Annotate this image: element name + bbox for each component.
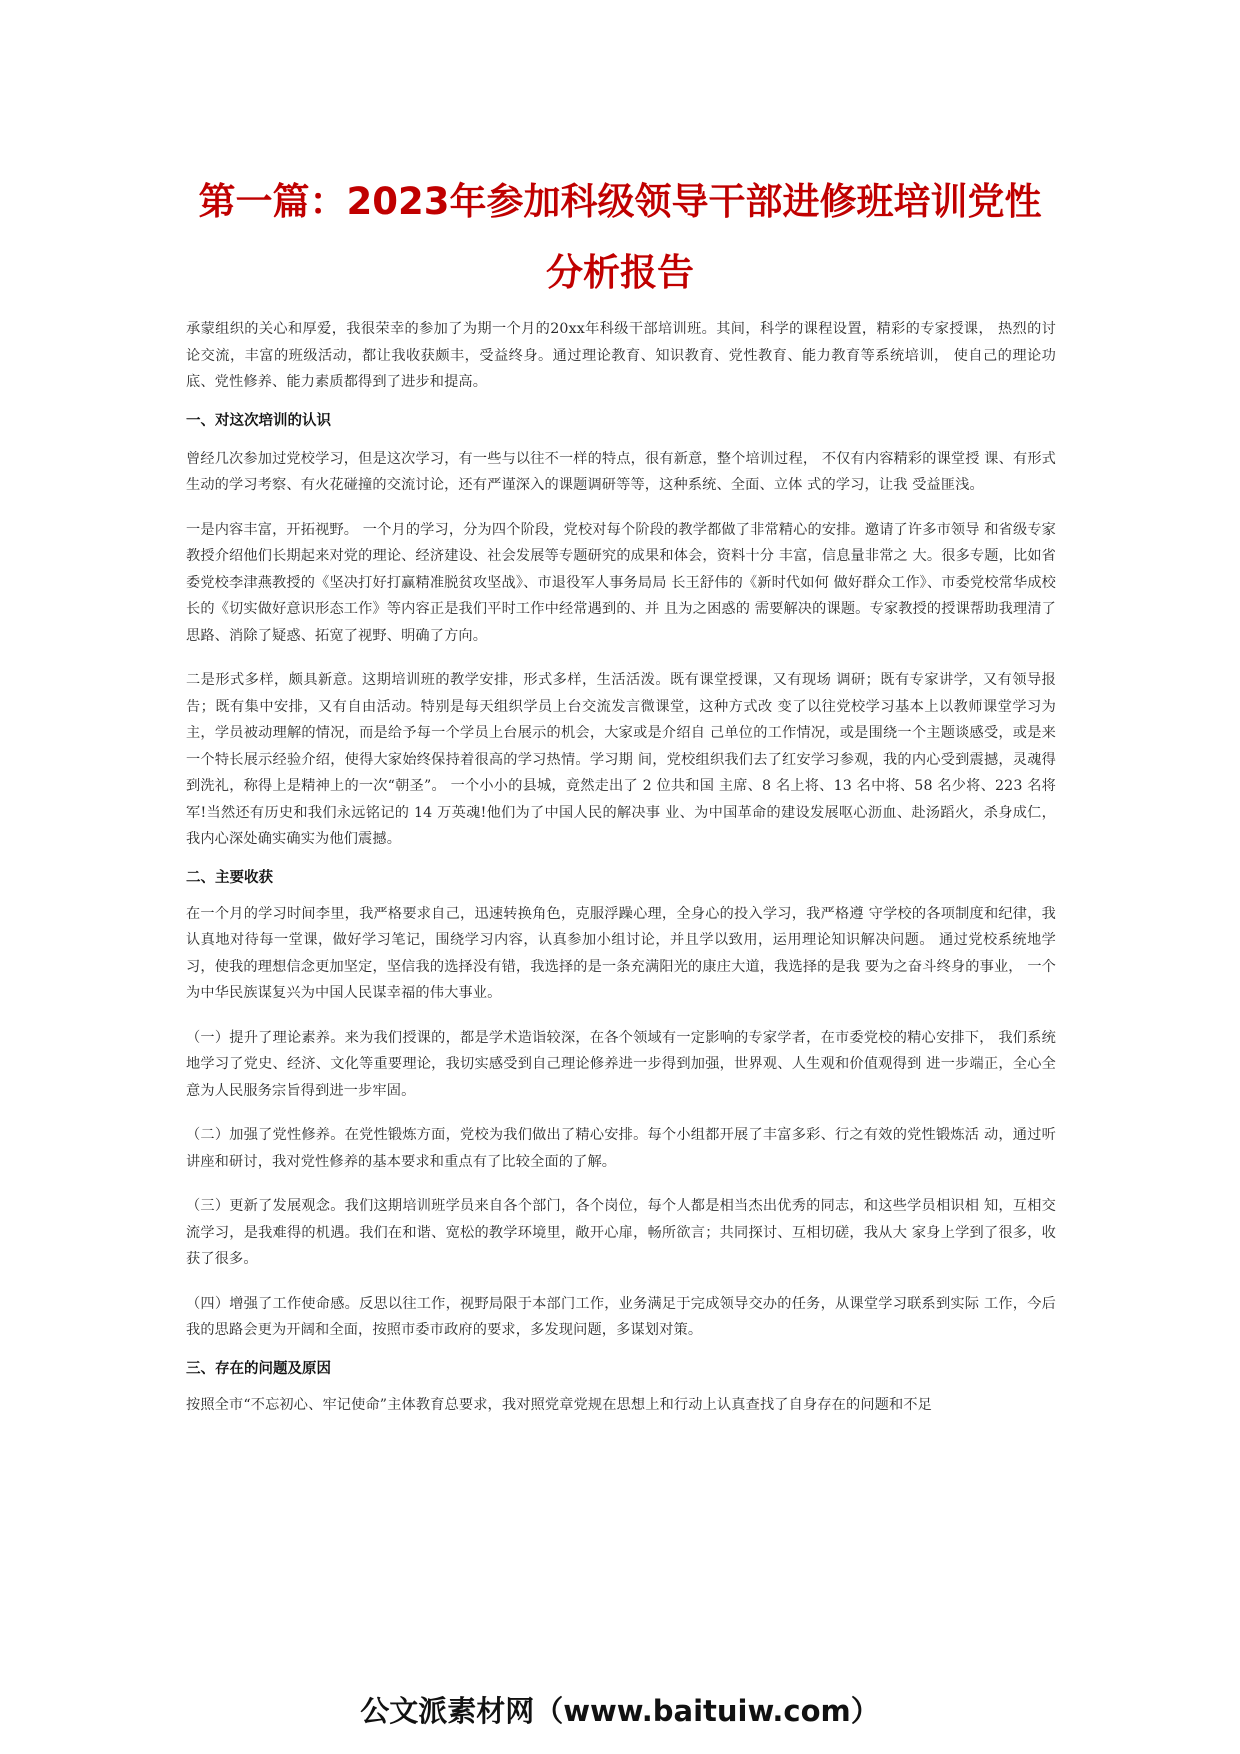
section-3-paragraph-1: 按照全市“不忘初心、牢记使命”主体教育总要求，我对照党章党规在思想上和行动上认真查找了自身存在的问题和不足 (186, 1396, 933, 1413)
section-2-paragraph-2: （一）提升了理论素养。来为我们授课的，都是学术造诣较深，在各个领域有一定影响的专家学者，在市委党校的精心安排下， 我们系统地学习了党史、经济、文化等重要理论，我切实感受到自己理论修养进一步得到加强，世界观、人生观和价值观得到 进一步端正，全心全意为人民服务宗旨得到进一步牢固。 (186, 1029, 1056, 1099)
section-2-paragraph-3: （二）加强了党性修养。在党性锻炼方面，党校为我们做出了精心安排。每个小组都开展了丰富多彩、行之有效的党性锻炼活 动，通过听讲座和研讨，我对党性修养的基本要求和重点有了比较全面的了解。 (186, 1127, 1056, 1170)
section-1-paragraph-1: 曾经几次参加过党校学习，但是这次学习，有一些与以往不一样的特点，很有新意，整个培训过程， 不仅有内容精彩的课堂授 课、有形式生动的学习考察、有火花碰撞的交流讨论，还有严谨深入的课题调研等等，这种系统、全面、立体 式的学习，让我 受益匪浅。 (186, 450, 1056, 493)
intro-paragraph: 承蒙组织的关心和厚爱，我很荣幸的参加了为期一个月的20xx年科级干部培训班。其间，科学的课程设置，精彩的专家授课， 热烈的讨论交流，丰富的班级活动，都让我收获颇丰，受益终身。通过理论教育、知识教育、党性教育、能力教育等系统培训， 使自己的理论功底、党性修养、能力素质都得到了进步和提高。 (186, 321, 1056, 390)
section-3-heading: 三、存在的问题及原因 (186, 1360, 331, 1377)
document-title-line-1: 第一篇：2023年参加科级领导干部进修班培训党性 (198, 180, 1042, 223)
section-1-paragraph-2: 一是内容丰富，开拓视野。 一个月的学习，分为四个阶段，党校对每个阶段的教学都做了非常精心的安排。邀请了许多市领导 和省级专家教授介绍他们长期起来对党的理论、经济建设、社会发展等专题研究的成果和体会，资料十分 丰富，信息量非常之 大。很多专题，比如省委党校李津燕教授的《坚决打好打赢精准脱贫攻坚战》、市退役军人事务局局 长王舒伟的《新时代如何 做好群众工作》、市委党校常华成校长的《切实做好意识形态工作》等内容正是我们平时工作中经常遇到的、并 且为之困惑的 需要解决的课题。专家教授的授课帮助我理清了思路、消除了疑惑、拓宽了视野、明确了方向。 (186, 521, 1056, 644)
footer-watermark: 公文派素材网（www.baituiw.com） (360, 1694, 880, 1728)
section-1-paragraph-3: 二是形式多样，颇具新意。这期培训班的教学安排，形式多样，生活活泼。既有课堂授课，又有现场 调研；既有专家讲学，又有领导报告；既有集中安排，又有自由活动。特别是每天组织学员上台交流发言微课堂，这种方式改 变了以往党校学习基本上以教师课堂学习为主，学员被动理解的情况，而是给予每一个学员上台展示的机会，大家或是介绍自 己单位的工作情况，或是围绕一个主题谈感受，或是来一个特长展示经验介绍，使得大家始终保持着很高的学习热情。学习期 间，党校组织我们去了红安学习参观，我的内心受到震撼，灵魂得到洗礼，称得上是精神上的一次“朝圣”。 一个小小的县城，竟然走出了 2 位共和国 主席、8 名上将、13 名中将、58 名少将、223 名将军!当然还有历史和我们永远铭记的 14 万英魂!他们为了中国人民的解决事 业、为中国革命的建设发展呕心沥血、赴汤蹈火，杀身成仁，我内心深处确实确实为他们震撼。 (186, 672, 1056, 847)
section-2-heading: 二、主要收获 (186, 869, 273, 886)
section-2-paragraph-5: （四）增强了工作使命感。反思以往工作，视野局限于本部门工作，业务满足于完成领导交办的任务，从课堂学习联系到实际 工作，今后我的思路会更为开阔和全面，按照市委市政府的要求，多发现问题，多谋划对策。 (186, 1295, 1056, 1338)
section-2-paragraph-1: 在一个月的学习时间李里，我严格要求自己，迅速转换角色，克服浮躁心理，全身心的投入学习，我严格遵 守学校的各项制度和纪律，我认真地对待每一堂课，做好学习笔记，围绕学习内容，认真参加小组讨论，并且学以致用，运用理论知识解决问题。 通过党校系统地学习，使我的理想信念更加坚定，坚信我的选择没有错，我选择的是一条充满阳光的康庄大道，我选择的是我 要为之奋斗终身的事业， 一个为中华民族谋复兴为中国人民谋幸福的伟大事业。 (186, 905, 1056, 1001)
section-2-paragraph-4: （三）更新了发展观念。我们这期培训班学员来自各个部门，各个岗位，每个人都是相当杰出优秀的同志，和这些学员相识相 知，互相交流学习，是我难得的机遇。我们在和谐、宽松的教学环境里，敞开心扉，畅所欲言；共同探讨、互相切磋，我从大 家身上学到了很多，收获了很多。 (186, 1198, 1056, 1267)
section-1-heading: 一、对这次培训的认识 (186, 412, 331, 429)
document-body (186, 316, 1056, 1418)
document-title-line-2: 分析报告 (546, 251, 694, 294)
